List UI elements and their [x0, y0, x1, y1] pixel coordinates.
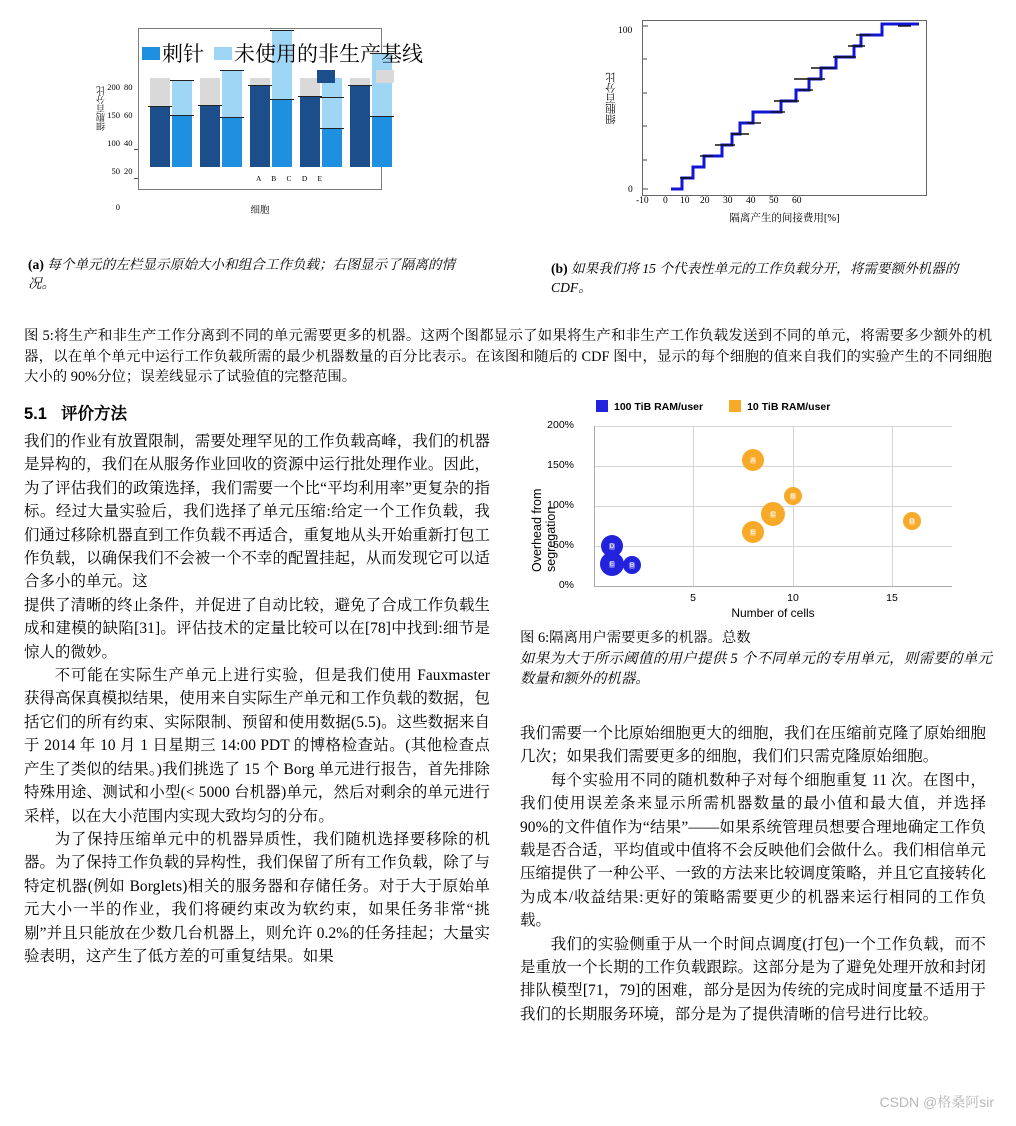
fig5b-xtick: 30: [723, 196, 733, 206]
fig6-bubble-orange-c[interactable]: [761, 502, 785, 526]
fig5b-xtick: 10: [680, 196, 690, 206]
fig6-bubble-orange-d[interactable]: [903, 512, 921, 530]
figure-5-caption: 图 5:将生产和非生产工作分离到不同的单元需要更多的机器。这两个图都显示了如果将生产和非生产工作负载发送到不同的单元，将需要多少额外的机器，以在单个单元中运行工作负载所需的最少机器数量的百分比表示。在该图和随后的 CDF 图中，显示的每个细胞的值来自我们的实验产生的不同细胞大小的 90%分位；误差线显示了试验值的完整范围。: [24, 328, 992, 385]
fig5a-ytick2-40: 40: [124, 138, 133, 148]
legend-swatch-icon: [142, 47, 160, 60]
fig5b-plot-area: [642, 20, 927, 196]
fig6-x-axis-title: Number of cells: [731, 606, 815, 620]
fig5b-xtick: 50: [769, 196, 779, 206]
fig5b-xtick: 0: [663, 196, 668, 206]
fig6-ytick-50: 50%: [552, 539, 574, 551]
figure-5a-caption-tag: (a): [28, 257, 44, 272]
bubble-label: D: [609, 542, 615, 550]
fig5b-cdf-line: [643, 21, 926, 195]
fig6-ytick-200: 200%: [547, 419, 574, 431]
right-paragraph-3: 我们的实验侧重于从一个时间点调度(打包)一个工作负载，而不是重放一个长期的工作负载跟踪。这部分是为了避免处理开放和封闭排队模型[71，79]的困难，部分是因为传统的完成时间度量不适用于我们的长期服务环境，部分是为了提供清晰的信号进行比较。: [520, 935, 986, 1023]
fig5a-ytick-150: 150: [107, 110, 120, 120]
fig5b-xtick: 60: [792, 196, 802, 206]
figure-6-caption-line1: 图 6:隔离用户需要更多的机器。总数: [520, 630, 751, 646]
bubble-label: E: [609, 560, 615, 568]
left-paragraph-2: 提供了清晰的终止条件，并促进了自动比较，避免了合成工作负载生成和建模的缺陷[31]。评估技术的定量比较可以在[78]中找到:细节是惊人的微妙。: [24, 596, 490, 661]
section-heading: [24, 400, 127, 424]
fig6-ytick-100: 100%: [547, 499, 574, 511]
bubble-label: A: [750, 456, 756, 464]
fig6-ytick-150: 150%: [547, 459, 574, 471]
fig5a-cell-ticks: A B C D E: [256, 174, 327, 183]
fig6-xtick-15: 15: [886, 592, 898, 604]
right-paragraph-2: 每个实验用不同的随机数种子对每个细胞重复 11 次。在图中，我们使用误差条来显示所需机器数量的最小值和最大值，并选择 90%的文件值作为“结果”——如果系统管理员想要合理地确定工作负载是否合适，平均值或中值将不会反映他们会做什么。我们相信单元压缩提供了一种公平、一致的方法来比较调度策略，并且它直接转化为成本/收益结果:更好的策略需要更少的机器来运行相同的工作负载。: [520, 771, 986, 930]
figure-5a-stacked-bar-chart: [96, 28, 423, 218]
fig5b-xtick: 20: [700, 196, 710, 206]
figure-6-caption-line2: 如果为大于所示阈值的用户提供 5 个不同单元的专用单元，则需要的单元数量和额外的机器。: [520, 650, 992, 687]
fig6-legend-label-1: 100 TiB RAM/user: [614, 401, 704, 413]
fig5b-ytick-0: 0: [628, 185, 633, 195]
figure-5b-cdf-chart: [600, 14, 940, 229]
fig6-bubble-blue-b[interactable]: [623, 556, 641, 574]
fig6-plot-area: [547, 419, 952, 604]
section-number: 5.1: [24, 405, 47, 423]
legend-swatch-icon: [214, 47, 232, 60]
fig5a-legend: [142, 38, 423, 68]
fig6-legend-entry-1: [596, 400, 703, 413]
bubble-label: B: [790, 492, 796, 500]
figure-5b-caption-text: 如果我们将 15 个代表性单元的工作负载分开，将需要额外机器的 CDF。: [551, 261, 959, 295]
csdn-watermark: CSDN @格桑阿sir: [879, 1094, 994, 1110]
section-title: 评价方法: [60, 405, 127, 423]
fig6-xtick-10: 10: [787, 592, 799, 604]
fig6-bubble-blue-e[interactable]: [600, 552, 624, 576]
fig5a-x-axis-title: 细胞: [250, 206, 270, 216]
legend-swatch-icon: [596, 400, 608, 412]
legend-swatch-icon: [376, 70, 394, 83]
right-paragraph-1: 我们需要一个比原始细胞更大的细胞，我们在压缩前克隆了原始细胞几次；如果我们需要更多的细胞，我们们只需克隆原始细胞。: [520, 725, 986, 766]
fig5a-legend-label-1: 刺针: [162, 42, 204, 66]
left-paragraph-4: 为了保持压缩单元中的机器异质性，我们随机选择要移除的机器。为了保持工作负载的异构性，我们保留了所有工作负载，除了与特定机器(例如 Borglets)相关的服务器和存储任务。对于大于原始单元大小一半的作业，我们将硬约束改为软约束，如果任务非常“挑剔”并且只能放在少数几台机器上，则允许 0.2%的任务挂起；大量实验表明，这产生了低方差的可重复结果。如果: [24, 830, 490, 965]
fig5a-ytick-200: 200: [107, 82, 120, 92]
bubble-label: B: [629, 561, 635, 569]
fig5a-ytick-0: 0: [115, 202, 120, 212]
figure-5a-caption-text: 每个单元的左栏显示原始大小和组合工作负载；右图显示了隔离的情况。: [28, 257, 456, 291]
fig5a-ytick-100: 100: [107, 138, 120, 148]
fig6-legend-label-2: 10 TiB RAM/user: [747, 401, 831, 413]
fig5a-ytick2-60: 60: [124, 110, 133, 120]
fig5a-legend-label-2: 未使用的非生产基线: [234, 42, 423, 66]
fig5a-y-axis-title: 细胞百分比: [96, 86, 106, 131]
bubble-label: C: [770, 510, 776, 518]
fig6-bubble-orange-b[interactable]: [784, 487, 802, 505]
figure-6-caption: [520, 628, 992, 690]
left-paragraph-1: 我们的作业有放置限制，需要处理罕见的工作负载高峰，我们的机器是异构的，我们在从服务作业回收的资源中运行批处理作业。因此，为了评估我们的政策选择，我们需要一个比“平均利用率”更复杂的指标。经过大量实验后，我们选择了单元压缩:给定一个工作负载，我们通过移除机器直到工作负载不再适合，重复地从头开始重新打包工作负载，以确保我们不会被一个不幸的配置挂起，从而发现它可以适合多小的单元。这: [24, 433, 490, 591]
fig6-ytick-0: 0%: [558, 579, 574, 591]
fig5a-ytick-50: 50: [111, 166, 120, 176]
legend-swatch-icon: [729, 400, 741, 412]
bubble-label: D: [909, 517, 915, 525]
fig5b-xtick: 40: [746, 196, 756, 206]
figure-6-bubble-chart: [520, 398, 1010, 630]
fig5b-x-axis-title: 隔离产生的间接费用[%]: [729, 213, 840, 224]
right-column: [520, 722, 986, 1026]
fig5b-xtick: -10: [636, 196, 649, 206]
fig6-y-axis-title: Overhead from segregation: [530, 488, 558, 572]
fig5b-ytick-100: 100: [618, 26, 633, 36]
left-column: [24, 430, 490, 968]
figure-5b-caption: [551, 260, 981, 297]
fig6-xtick-5: 5: [690, 592, 696, 604]
left-paragraph-3: 不可能在实际生产单元上进行实验，但是我们使用 Fauxmaster 获得高保真模拟结果，使用来自实际生产单元和工作负载的数据，包括它们的所有约束、实际限制、预留和使用数据(5.5)。这些数据来自于 2014 年 10 月 1 日星期三 14:00 PDT 的博格检查站。(其他检查点产生了类似的结果。)我们挑选了 15 个 Borg 单元进行报告，首先排除特殊用途、测试和小型(< 5000 台机器)单元，然后对剩余的单元进行采样，以在大小范围内实现大致均匀的分布。: [24, 667, 490, 825]
fig6-bubble-orange-e[interactable]: [742, 521, 764, 543]
fig6-bubble-orange-a[interactable]: [742, 449, 764, 471]
fig6-legend-entry-2: [729, 400, 830, 413]
fig5a-ytick2-20: 20: [124, 166, 133, 176]
fig6-legend: [596, 400, 830, 413]
fig5b-y-axis-title: 细胞百分比: [606, 72, 617, 125]
figure-5b-caption-tag: (b): [551, 261, 568, 276]
figure-5a-caption: [28, 256, 464, 293]
fig5a-ytick2-80: 80: [124, 82, 133, 92]
legend-swatch-icon: [317, 70, 335, 83]
bubble-label: E: [750, 528, 756, 536]
